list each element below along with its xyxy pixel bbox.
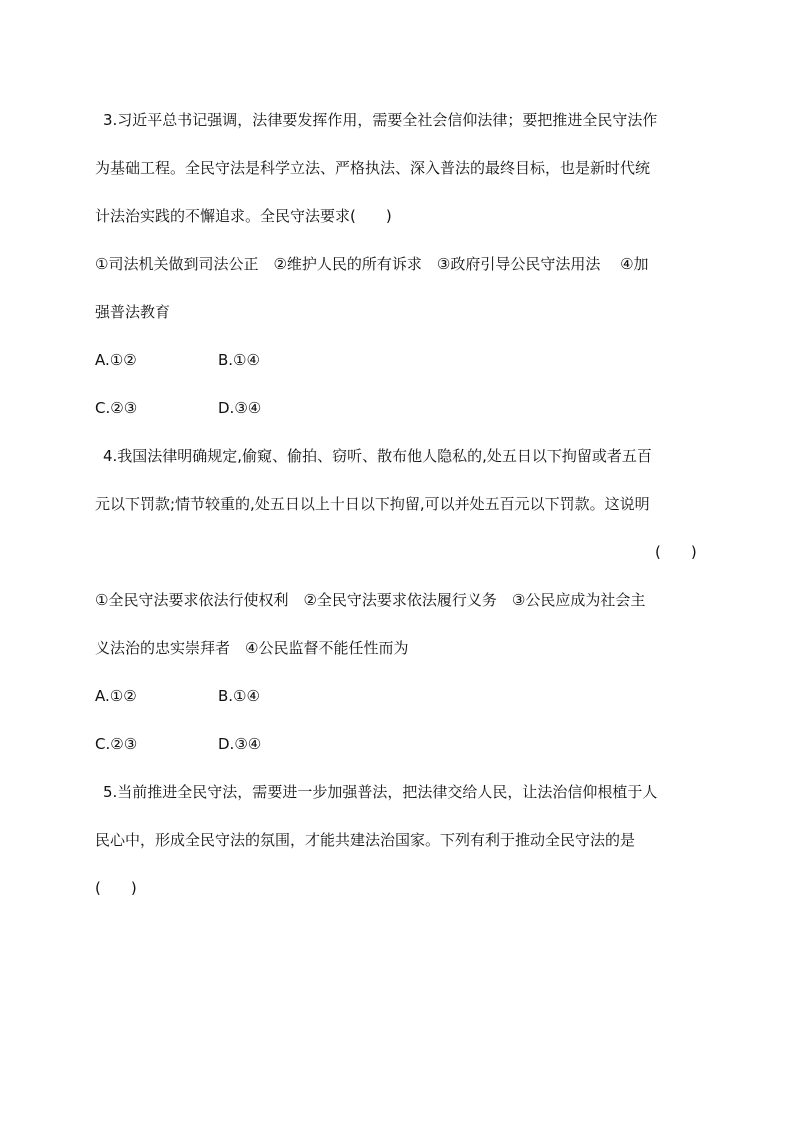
question-3-option-d[interactable]: D.③④ [218, 399, 262, 417]
question-4-option-a[interactable]: A.①② [95, 687, 137, 705]
question-4-answer-blank: ( ) [655, 543, 697, 561]
question-4-statements-line-2: 义法治的忠实崇拜者 ④公民监督不能任性而为 [95, 639, 409, 657]
question-3-statements-line-2: 强普法教育 [95, 303, 171, 321]
question-4-statements-line-1: ①全民守法要求依法行使权利 ②全民守法要求依法履行义务 ③公民应成为社会主 [95, 591, 646, 609]
question-4-option-c[interactable]: C.②③ [95, 735, 138, 753]
question-3-stem-line-2: 为基础工程。全民守法是科学立法、严格执法、深入普法的最终目标，也是新时代统 [95, 159, 651, 177]
question-3-stem-line-1: 3.习近平总书记强调，法律要发挥作用，需要全社会信仰法律；要把推进全民守法作 [103, 111, 658, 129]
question-5-stem-line-1: 5.当前推进全民守法，需要进一步加强普法，把法律交给人民，让法治信仰根植于人 [103, 783, 658, 801]
question-3-option-a[interactable]: A.①② [95, 351, 137, 369]
question-5-answer-blank: ( ) [95, 879, 137, 897]
question-3-statements-line-1: ①司法机关做到司法公正 ②维护人民的所有诉求 ③政府引导公民守法用法 ④加 [95, 255, 649, 273]
question-3-option-b[interactable]: B.①④ [218, 351, 260, 369]
question-4-stem-line-1: 4.我国法律明确规定,偷窥、偷拍、窃听、散布他人隐私的,处五日以下拘留或者五百 [103, 447, 652, 465]
question-3-option-c[interactable]: C.②③ [95, 399, 138, 417]
question-4-option-d[interactable]: D.③④ [218, 735, 262, 753]
question-4-option-b[interactable]: B.①④ [218, 687, 260, 705]
question-4-stem-line-2: 元以下罚款;情节较重的,处五日以上十日以下拘留,可以并处五百元以下罚款。这说明 [95, 495, 650, 513]
question-5-stem-line-2: 民心中，形成全民守法的氛围，才能共建法治国家。下列有利于推动全民守法的是 [95, 831, 636, 849]
question-3-stem-line-3: 计法治实践的不懈追求。全民守法要求( ) [95, 207, 392, 225]
